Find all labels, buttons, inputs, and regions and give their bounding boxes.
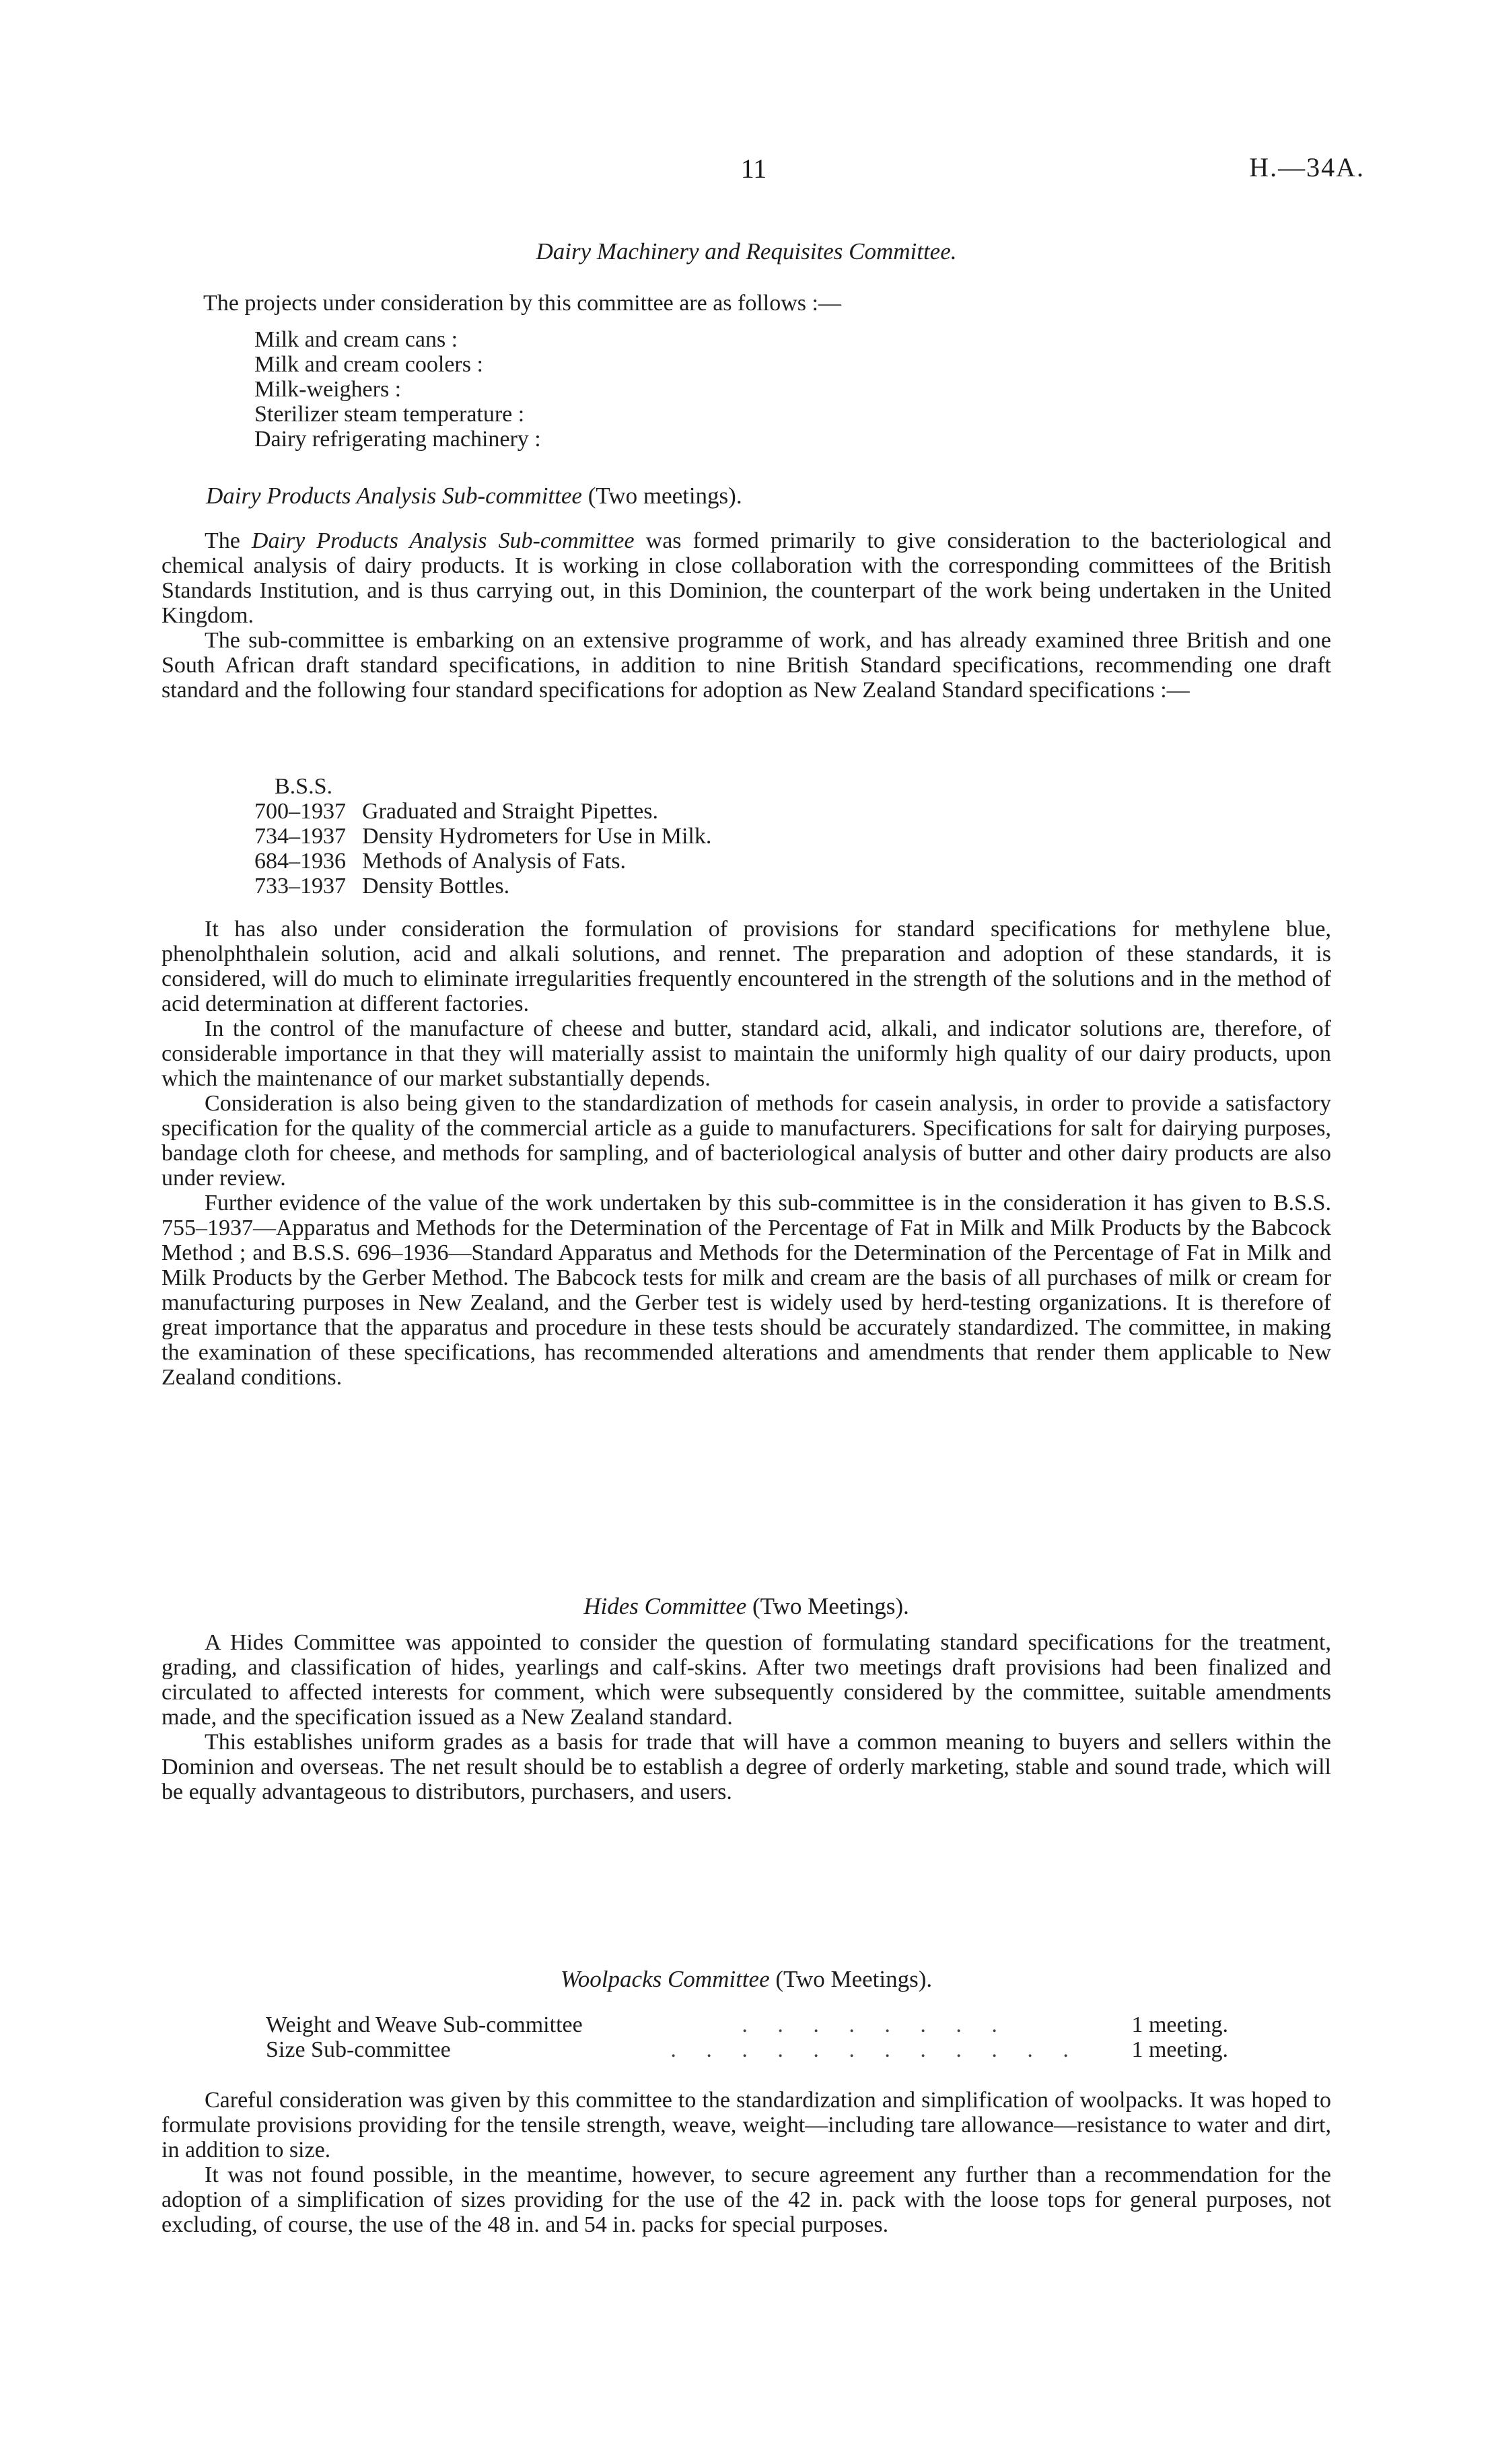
heading-plain: (Two Meetings). bbox=[746, 1593, 909, 1619]
heading-plain: (Two Meetings). bbox=[769, 1966, 933, 1992]
paragraph: A Hides Committee was appointed to consider the question of formulating standard specifications for the treatment, grading, and classification of hides, yearlings and calf-skins. After two meetings draft provisions had been finalized and circulated to affected interests for comment, which were subsequently considered by the committee, suitable amendments made, and the specification issued as a New Zealand standard. bbox=[162, 1630, 1331, 1730]
bss-title: Methods of Analysis of Fats. bbox=[362, 849, 626, 874]
woolpacks-heading bbox=[162, 1967, 1331, 1992]
meeting-count: 1 meeting. bbox=[1131, 2012, 1228, 2037]
table-row bbox=[254, 799, 1062, 824]
dairy-products-paragraphs-continued bbox=[162, 917, 1331, 1390]
paragraph: This establishes uniform grades as a basis for trade that will have a common meaning to buyers and sellers within the Dominion and overseas. The net result should be to establish a degree of orderly marketing, stable and sound trade, which will be equally advantageous to distributors, purchasers, and users. bbox=[162, 1730, 1331, 1804]
page-number: 11 bbox=[740, 153, 767, 184]
hides-heading bbox=[162, 1594, 1331, 1619]
table-row bbox=[254, 849, 1062, 874]
meeting-name: Size Sub-committee bbox=[266, 2037, 451, 2062]
italic-text: Dairy Products Analysis Sub-committee bbox=[251, 528, 635, 553]
paragraph: In the control of the manufacture of cheese and butter, standard acid, alkali, and indicator solutions are, therefore, of considerable importance in that they will materially assist to maintain the uniformly high quality of our dairy products, upon which the maintenance of our market substantially depends. bbox=[162, 1016, 1331, 1091]
dairy-machinery-list bbox=[254, 327, 1062, 452]
paragraph: Further evidence of the value of the work undertaken by this sub-committee is in the consideration it has given to B.S.S. 755–1937—Apparatus and Methods for the Determination of the Percentage of Fat in Milk and Milk Products by the Babcock Method ; and B.S.S. 696–1936—Standard Apparatus and Methods for the Determination of the Percentage of Fat in Milk and Milk Products by the Gerber Method. The Babcock tests for milk and cream are the basis of all purchases of milk or cream for manufacturing purposes in New Zealand, and the Gerber test is widely used by herd-testing organizations. It is therefore of great importance that the apparatus and procedure in these tests should be accurately standardized. The committee, in making the examination of these specifications, has recommended alterations and amendments that render them applicable to New Zealand conditions. bbox=[162, 1191, 1331, 1390]
heading-italic: Hides Committee bbox=[583, 1593, 747, 1619]
heading-plain: (Two meetings). bbox=[581, 483, 742, 509]
meeting-count: 1 meeting. bbox=[1131, 2037, 1228, 2062]
paragraph: Consideration is also being given to the standardization of methods for casein analysis, in order to provide a satisfactory specification for the quality of the commercial article as a guide to manufacturers. Specifications for salt for dairying purposes, bandage cloth for cheese, and methods for sampling, and of bacteriological analysis of butter and other dairy products are also under review. bbox=[162, 1091, 1331, 1191]
dairy-machinery-intro: The projects under consideration by this committee are as follows :— bbox=[203, 291, 841, 316]
bss-header: B.S.S. bbox=[275, 774, 332, 799]
dairy-products-heading bbox=[206, 483, 1376, 508]
table-row bbox=[266, 2037, 1228, 2062]
paragraph: The sub-committee is embarking on an extensive programme of work, and has already examined three British and one South African draft standard specifications, in addition to nine British Standard specifications, recommending one draft standard and the following four standard specifications for adoption as New Zealand Standard specifications :— bbox=[162, 628, 1331, 703]
bss-code: 733–1937 bbox=[254, 874, 346, 899]
document-reference: H.—34A. bbox=[1249, 152, 1365, 182]
list-item: Sterilizer steam temperature : bbox=[254, 402, 525, 427]
woolpacks-meetings-table bbox=[266, 2012, 1228, 2062]
bss-code: 700–1937 bbox=[254, 799, 346, 824]
bss-title: Graduated and Straight Pipettes. bbox=[362, 799, 659, 824]
heading-italic: Dairy Products Analysis Sub-committee bbox=[206, 483, 582, 509]
paragraph: Careful consideration was given by this committee to the standardization and simplification of woolpacks. It was hoped to formulate provisions providing for the tensile strength, weave, weight—including tare allowance—resistance to water and dirt, in addition to size. bbox=[162, 2088, 1331, 2162]
heading-italic: Woolpacks Committee bbox=[560, 1966, 770, 1992]
leader-dots: . . . . . . . . . . . . bbox=[670, 2037, 1081, 2062]
list-item: Milk-weighers : bbox=[254, 377, 402, 402]
meeting-name: Weight and Weave Sub-committee bbox=[266, 2012, 583, 2037]
bss-title: Density Hydrometers for Use in Milk. bbox=[362, 824, 712, 849]
bss-code: 734–1937 bbox=[254, 824, 346, 849]
dairy-products-paragraphs bbox=[162, 528, 1331, 703]
bss-table bbox=[254, 799, 1062, 899]
bss-title: Density Bottles. bbox=[362, 874, 510, 899]
table-row bbox=[254, 874, 1062, 899]
list-item: Milk and cream coolers : bbox=[254, 352, 483, 377]
table-row bbox=[266, 2012, 1228, 2037]
list-item: Dairy refrigerating machinery : bbox=[254, 427, 541, 452]
paragraph: It has also under consideration the formulation of provisions for standard specifications for methylene blue, phenolphthalein solution, acid and alkali solutions, and rennet. The preparation and adoption of these standards, it is considered, will do much to eliminate irregularities frequently encountered in the strength of the solutions and in the method of acid determination at different factories. bbox=[162, 917, 1331, 1016]
paragraph bbox=[162, 528, 1331, 628]
text: was formed primarily to give consideration to the bacteriological and chemical analysis of dairy products. It is working in close collaboration with the corresponding committees of the British Standards Institution, and is thus carrying out, in this Dominion, the counterpart of the work being undertaken in the United Kingdom. bbox=[162, 528, 1331, 628]
bss-code: 684–1936 bbox=[254, 849, 346, 874]
leader-dots: . . . . . . . . bbox=[742, 2012, 1009, 2037]
hides-paragraphs bbox=[162, 1630, 1331, 1804]
woolpacks-paragraphs bbox=[162, 2088, 1331, 2237]
list-item: Milk and cream cans : bbox=[254, 327, 458, 352]
dairy-machinery-heading: Dairy Machinery and Requisites Committee. bbox=[536, 238, 957, 265]
table-row bbox=[254, 824, 1062, 849]
paragraph: It was not found possible, in the meantime, however, to secure agreement any further than a recommendation for the adoption of a simplification of sizes providing for the use of the 42 in. pack with the loose tops for general purposes, not excluding, of course, the use of the 48 in. and 54 in. packs for special purposes. bbox=[162, 2162, 1331, 2237]
text: The bbox=[205, 528, 252, 553]
